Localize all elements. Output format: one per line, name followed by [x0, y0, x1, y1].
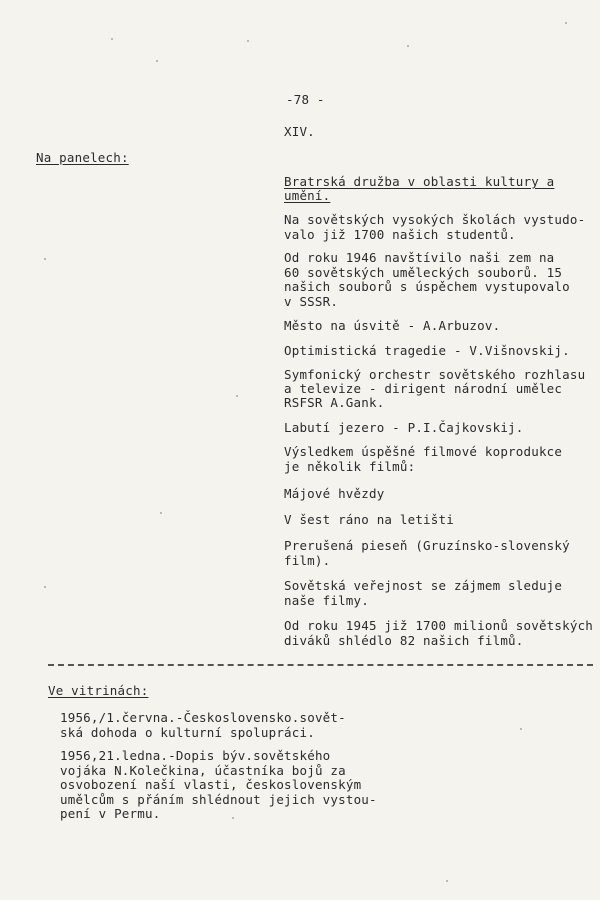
text-line: Od roku 1946 navštívilo naši zem na: [284, 250, 555, 265]
text-line: film).: [284, 553, 331, 568]
paper-speck: [160, 512, 162, 514]
text-line: 60 sovětských uměleckých souborů. 15: [284, 265, 563, 280]
paper-speck: [44, 258, 46, 260]
text-line: a televize - dirigent národní umělec: [284, 381, 563, 396]
text-line: Prerušená pieseň (Gruzínsko-slovenský: [284, 538, 570, 553]
paper-speck: [565, 22, 567, 24]
vitrine-line: ská dohoda o kulturní spolupráci.: [60, 725, 315, 740]
paper-speck: [520, 728, 522, 730]
vitrine-line: 1956,/1.června.-Československo.sovět-: [60, 710, 346, 725]
vitrine-line: pení v Permu.: [60, 806, 161, 821]
page-number: -78 -: [286, 92, 325, 107]
dashed-separator: [48, 664, 593, 666]
text-line: valo již 1700 našich studentů.: [284, 227, 516, 242]
paper-speck: [446, 880, 448, 882]
vitrine-line: osvobození naší vlasti, československým: [60, 777, 362, 792]
heading-main-line-2: umění.: [284, 188, 331, 203]
heading-panels: Na panelech:: [36, 150, 129, 165]
text-line: Výsledkem úspěšné filmové koprodukce: [284, 444, 563, 459]
text-line: Optimistická tragedie - V.Višnovskij.: [284, 343, 570, 358]
text-line: v SSSR.: [284, 294, 339, 309]
text-line: Symfonický orchestr sovětského rozhlasu: [284, 367, 586, 382]
vitrine-line: umělcům s přáním shlédnout jejich vystou-: [60, 792, 377, 807]
text-line: RSFSR A.Gank.: [284, 395, 385, 410]
text-line: diváků shlédlo 82 našich filmů.: [284, 633, 524, 648]
text-line: naše filmy.: [284, 593, 369, 608]
paper-speck: [407, 45, 409, 47]
text-line: je několik filmů:: [284, 459, 416, 474]
paper-speck: [111, 38, 113, 40]
text-line: Na sovětských vysokých školách vystudo-: [284, 212, 586, 227]
heading-main-line-1: Bratrská družba v oblasti kultury a: [284, 174, 555, 189]
section-numeral: XIV.: [284, 124, 315, 139]
text-line: našich souborů s úspěchem vystupovalo: [284, 279, 570, 294]
text-line: Májové hvězdy: [284, 486, 385, 501]
text-line: Sovětská veřejnost se zájmem sleduje: [284, 578, 563, 593]
paper-speck: [232, 817, 234, 819]
paper-speck: [236, 395, 238, 397]
paper-speck: [247, 40, 249, 42]
text-line: Labutí jezero - P.I.Čajkovskij.: [284, 420, 524, 435]
text-line: Město na úsvitě - A.Arbuzov.: [284, 318, 501, 333]
paper-speck: [156, 60, 158, 62]
vitrine-line: vojáka N.Kolečkina, účastníka bojů za: [60, 763, 346, 778]
text-line: Od roku 1945 již 1700 milionů sovětských: [284, 618, 594, 633]
vitrine-line: 1956,21.ledna.-Dopis býv.sovětského: [60, 748, 331, 763]
text-line: V šest ráno na letišti: [284, 512, 454, 527]
paper-speck: [44, 586, 46, 588]
heading-vitrines: Ve vitrinách:: [48, 683, 149, 698]
